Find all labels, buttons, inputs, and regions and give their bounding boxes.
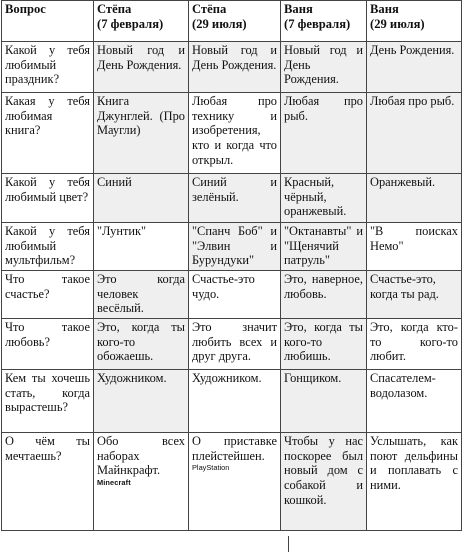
answer-cell: Любая про технику и изобретения, кто и когда что открыл. xyxy=(189,93,281,174)
answer-cell: Гонщиком. xyxy=(281,370,367,433)
header-question: Вопрос xyxy=(2,1,94,42)
answer-cell: Книга Джунглей. (Про Маугли) xyxy=(94,93,189,174)
answer-cell: Счастье-это, когда ты рад. xyxy=(367,271,462,319)
answer-cell: "Спанч Боб" и "Элвин и Бурундуки" xyxy=(189,223,281,271)
answer-cell: Художником. xyxy=(189,370,281,433)
answer-cell: Это, когда ты кого-то обожаешь. xyxy=(94,319,189,370)
question-cell: О чём ты мечтаешь? xyxy=(2,433,94,531)
minecraft-logo: Minecraft xyxy=(97,478,131,488)
answer-cell: День Рождения. xyxy=(367,42,462,93)
answer-text: Обо всех наборах Майнкрафт. xyxy=(97,434,185,478)
answer-cell: Красный, чёрный, оранжевый. xyxy=(281,174,367,223)
answer-cell: Синий xyxy=(94,174,189,223)
table-row xyxy=(2,93,462,174)
question-cell: Какой у тебя любимый мультфильм? xyxy=(2,223,94,271)
answer-cell: Счастье-это чудо. xyxy=(189,271,281,319)
question-cell: Какой у тебя любимый праздник? xyxy=(2,42,94,93)
answer-cell: "Лунтик" xyxy=(94,223,189,271)
header-vanya-jul-text: Ваня (29 июля) xyxy=(370,2,425,31)
answer-cell: Чтобы у нас поскорее был новый дом с собакой и кошкой. xyxy=(281,433,367,531)
answer-cell: Услышать, как поют дельфины и поплавать с ними. xyxy=(367,433,462,531)
answer-cell: Синий и зелёный. xyxy=(189,174,281,223)
table-row xyxy=(2,223,462,271)
answer-cell xyxy=(94,433,189,531)
header-row xyxy=(2,1,462,42)
table-row xyxy=(2,370,462,433)
question-cell: Что такое счастье? xyxy=(2,271,94,319)
answer-cell: Это, наверное, любовь. xyxy=(281,271,367,319)
column-overflow-line xyxy=(288,536,289,552)
answer-cell: Любая про рыб. xyxy=(281,93,367,174)
answer-cell xyxy=(189,433,281,531)
header-stepa-feb xyxy=(94,1,189,42)
question-cell: Что такое любовь? xyxy=(2,319,94,370)
answer-cell: Любая про рыб. xyxy=(367,93,462,174)
table-row xyxy=(2,433,462,531)
question-cell: Кем ты хочешь стать, когда вырастешь? xyxy=(2,370,94,433)
header-vanya-feb-text: Ваня (7 февраля) xyxy=(284,2,351,31)
answer-cell: Это когда человек весёлый. xyxy=(94,271,189,319)
answer-cell: Оранжевый. xyxy=(367,174,462,223)
header-vanya-feb xyxy=(281,1,367,42)
header-stepa-feb-text: Стёпа (7 февраля) xyxy=(97,2,164,31)
answer-cell: "Октанавты" и "Щенячий патруль" xyxy=(281,223,367,271)
answer-cell: Художником. xyxy=(94,370,189,433)
table-row xyxy=(2,42,462,93)
answer-cell: Новый год и День Рождения. xyxy=(189,42,281,93)
table-row xyxy=(2,174,462,223)
answer-cell: Спасателем-водолазом. xyxy=(367,370,462,433)
header-stepa-jul-text: Стёпа (29 июля) xyxy=(192,2,247,31)
answer-cell: Это значит любить всех и друг друга. xyxy=(189,319,281,370)
answer-cell: Это, когда кто-то кого-то любит. xyxy=(367,319,462,370)
answer-text: О приставке плейстейшен. xyxy=(192,434,277,463)
answer-cell: Новый год и День Рождения. xyxy=(281,42,367,93)
playstation-logo: PlayStation xyxy=(192,463,230,473)
interview-table xyxy=(1,0,462,531)
question-cell: Какой у тебя любимый цвет? xyxy=(2,174,94,223)
header-vanya-jul xyxy=(367,1,462,42)
question-cell: Какая у тебя любимая книга? xyxy=(2,93,94,174)
answer-cell: "В поисках Немо" xyxy=(367,223,462,271)
answer-cell: Это, когда ты кого-то любишь. xyxy=(281,319,367,370)
table-row xyxy=(2,319,462,370)
answer-cell: Новый год и День Рождения. xyxy=(94,42,189,93)
table-row xyxy=(2,271,462,319)
header-stepa-jul xyxy=(189,1,281,42)
